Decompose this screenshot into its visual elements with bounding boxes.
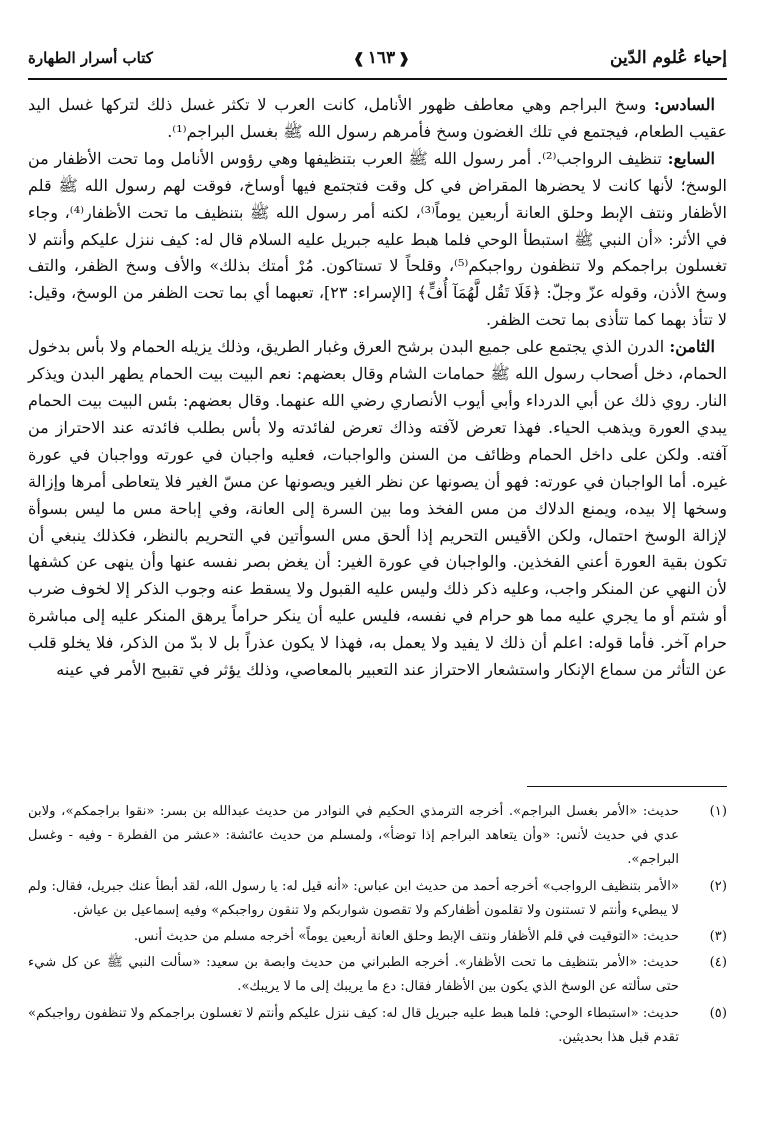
paragraph-lead: السابع:: [667, 148, 715, 168]
footnote-number: (١): [709, 804, 727, 819]
running-header: [28, 38, 727, 80]
paragraph-lead: الثامن:: [669, 337, 715, 357]
main-text: [28, 92, 727, 684]
footnote-number: (٢): [709, 878, 727, 894]
footnote-number: (٤): [709, 955, 727, 971]
paragraph-eighth: [28, 334, 727, 684]
footnote-text: حديث: «الأمر بغسل البراجم». أخرجه الترمذي الحكيم في النوادر من حديث عبدالله بن بسر: «نقوا براجمكم»، ولابن عدي في حديث لأنس: «وأن يتعاهد البراجم إذا توضأ»، ولمسلم من حديث عائشة: «عشر من الفطرة - وفيه - وغسل البراجم».: [28, 804, 679, 868]
footnote-number: (٥): [709, 1005, 727, 1021]
page-number-group: [350, 48, 413, 68]
footnote-text: حديث: «التوقيت في قلم الأظفار ونتف الإبط وحلق العانة أربعين يوماً» أخرجه مسلم من حديث أنس.: [133, 929, 679, 945]
paragraph-body: تنظيف الرواجب⁽²⁾. أمر رسول الله ﷺ العرب بتنظيفها وهي رؤوس الأنامل وما تحت الأظفار من الوسخ؛ لأنها كانت لا يحضرها المقراض في كل وقت فتجتمع فيها أوساخ، فوقت لهم رسول الله ﷺ قلم الأظفار ونتف الإبط وحلق العانة أربعين يوماً⁽³⁾، لكنه أمر رسول الله ﷺ بتنظيف ما تحت الأظفار⁽⁴⁾، وجاء في الأثر: «أن النبي ﷺ استبطأ الوحي فلما هبط عليه جبريل عليه السلام قال له: كيف ننزل عليكم وأنتم لا تغسلون براجمكم ولا تنظفون رواجبكم⁽⁵⁾، وقلحاً لا تستاكون. مُرْ أمتك بذلك» والأف وسخ الظفر، والتف وسخ الأذن، وقوله عزّ وجلّ: ﴿فَلَا تَقُل لَّهُمَآ أُفٍّ﴾ [الإسراء: ٢٣]، تعبهما أي بما تحت الظفر من الوسخ، وقيل: لا تتأذ بهما كما تتأذى بما تحت الظفر.: [28, 148, 727, 330]
footnote-text: حديث: «الأمر بتنظيف ما تحت الأظفار». أخرجه الطبراني من حديث وابصة بن سعيد: «سألت النبي ﷺ عن كل شيء حتى سألته عن الوسخ الذي يكون بين الأظفار فقال: دع ما يريبك إلى ما لا يريبك».: [28, 955, 679, 995]
paragraph-lead: السادس:: [653, 95, 715, 114]
chapter-title: كتاب أسرار الطهارة: [28, 49, 153, 67]
footnote-text: حديث: «استبطاء الوحي: فلما هبط عليه جبريل قال له: كيف ننزل عليكم وأنتم لا تغسلون براجمكم ولا تنظفون رواجبكم» تقدم قبل هذا بحديثين.: [28, 1005, 679, 1045]
book-title: إحياء عُلوم الدّين: [610, 48, 727, 68]
footnote: [28, 951, 727, 999]
footnote: [28, 925, 727, 949]
paragraph-sixth: [28, 92, 727, 146]
ornament-right-icon: ❰: [398, 51, 410, 67]
paragraph-body: الدرن الذي يجتمع على جميع البدن برشح العرق وغبار الطريق، وذلك يزيله الحمام ولا بأس بدخول الحمام، دخل أصحاب رسول الله ﷺ حمامات الشام وقال بعضهم: نعم البيت بيت الحمام يطهر البدن ويذكر النار. روي ذلك عن أبي الدرداء وأبي أيوب الأنصاري رضي الله عنهما. وقال بعضهم: بئس البيت بيت الحمام يبدي العورة ويذهب الحياء. فهذا تعرض لآفته وذاك تعرض لفائدته ولا بأس بطلب فائدته عند الاحتراز من آفته. ولكن على داخل الحمام وظائف من السنن والواجبات، فعليه واجبان في عورته وواجبان في عورة غيره. أما الواجبان في عورته: فهو أن يصونها عن نظر الغير ويصونها عن مسّ الغير فلا يتعاطى أمرها وإزالة وسخها إلا بيده، ويمنع الدلاك من مس الفخذ وما بين السرة إلى العانة، وفي إباحة مس ما ليس بسوأة لإزالة الوسخ احتمال، ولكن الأقيس التحريم إذا ألحق مس السوأتين في التحريم بالنظر، فكذلك ينبغي أن تكون بقية العورة أعني الفخذين. والواجبان في عورة الغير: أن يغض بصر نفسه عنها وأن ينهى عن كشفها لأن النهي عن المنكر واجب، وعليه ذكر ذلك وليس عليه القبول ولا يسقط عنه وجوب الذكر إلا لخوف ضرب أو شتم أو ما يجري عليه مما هو حرام في نفسه، فليس عليه أن ينكر حراماً يرهق المنكر عليه إلى مباشرة حرام آخر. فأما قوله: اعلم أن ذلك لا يفيد ولا يعمل به، فهذا لا يكون عذراً بل لا بدّ من الذكر، فلا يخلو قلب عن التأثر من سماع الإنكار واستشعار الاحتراز عند التعبير بالمعاصي، وذلك يؤثر في تقبيح الأمر في عينه: [28, 337, 727, 680]
footnote: [28, 800, 727, 873]
paragraph-body: وسخ البراجم وهي معاطف ظهور الأنامل، كانت العرب لا تكثر غسل ذلك لتركها غسل اليد عقيب الطعام، فيجتمع في تلك الغضون وسخ فأمرهم رسول الله ﷺ بغسل البراجم⁽¹⁾.: [28, 95, 727, 141]
footnote-text: «الأمر بتنظيف الرواجب» أخرجه أحمد من حديث ابن عباس: «أنه قيل له: يا رسول الله، لقد أبطأ عنك جبريل، فقال: ولم لا يبطيء وأنتم لا تستنون ولا تقلمون أظفاركم ولا تقصون شواربكم ولا تنقون رواجبكم» وفيه إسماعيل بن عياش.: [28, 878, 679, 918]
footnotes: [28, 800, 727, 1052]
footnote: [28, 875, 727, 923]
paragraph-seventh: [28, 146, 727, 334]
footnote-number: (٣): [709, 929, 727, 945]
page-number: ١٦٣: [367, 48, 396, 68]
footnote-divider: [527, 786, 727, 787]
ornament-left-icon: ❱: [353, 51, 365, 67]
footnote: [28, 1002, 727, 1050]
